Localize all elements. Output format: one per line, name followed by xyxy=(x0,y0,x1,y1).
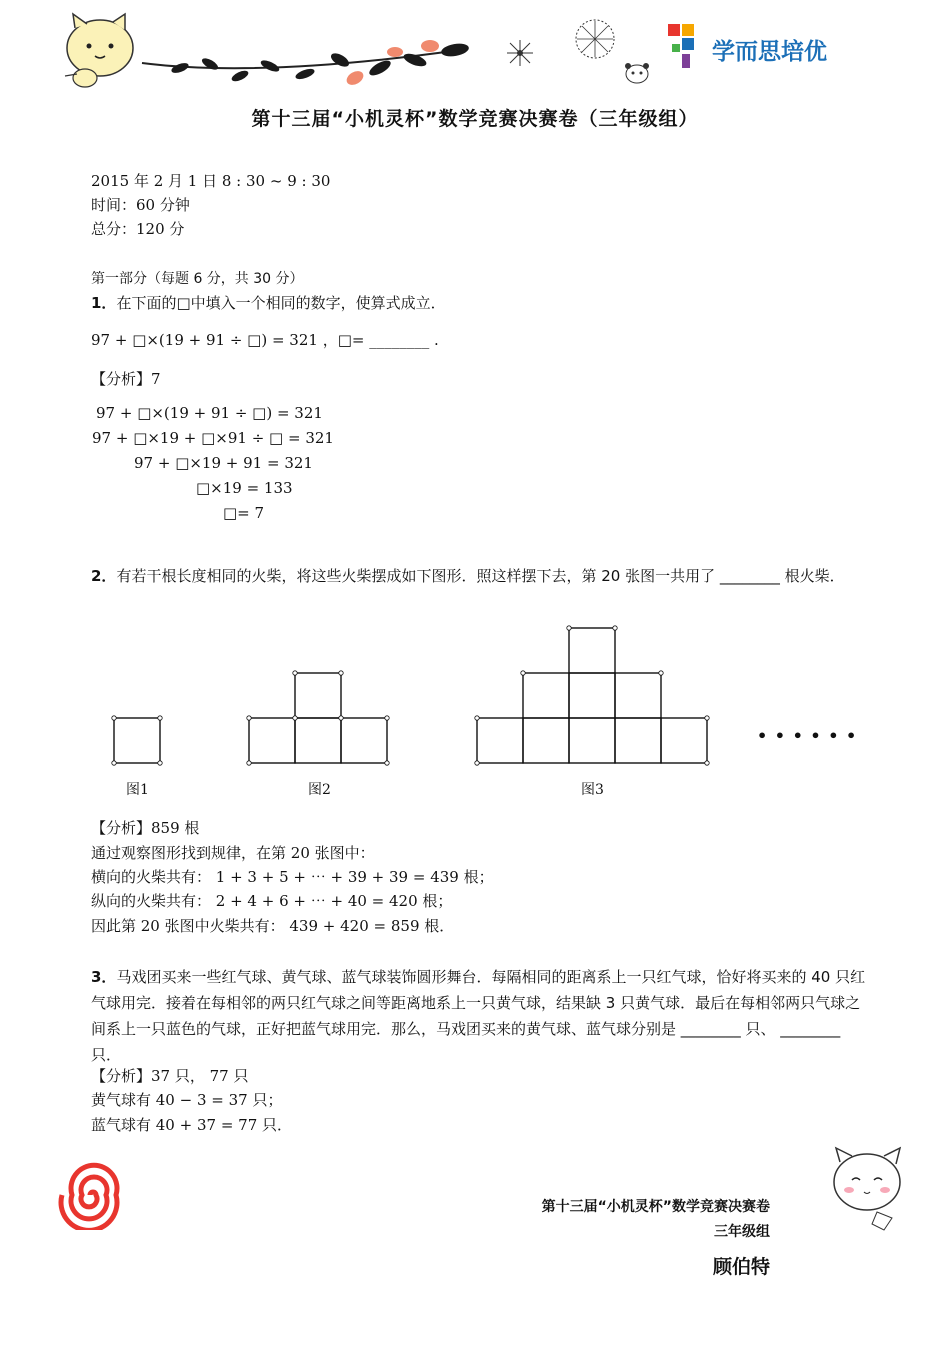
leaf-vine-decoration xyxy=(140,38,480,88)
q2-line: 因此第 20 张图中火柴共有： 439 + 420 = 859 根． xyxy=(91,917,455,935)
q2-line: 纵向的火柴共有： 2 + 4 + 6 + ⋯ + 40 = 420 根； xyxy=(91,892,453,910)
footer-title: 第十三届“小机灵杯”数学竞赛决赛卷 xyxy=(541,1199,770,1215)
fig3-square xyxy=(523,718,569,763)
fig3-label: 图3 xyxy=(581,782,604,798)
dandelion-icon xyxy=(505,38,535,68)
exam-score: 总分：120 分 xyxy=(91,220,185,238)
q1-step: □= 7 xyxy=(223,504,265,522)
fig3-square xyxy=(661,718,707,763)
q3-analysis: 【分析】37 只， 77 只 xyxy=(91,1067,249,1085)
q3-line: 黄气球有 40 − 3 = 37 只； xyxy=(91,1091,283,1109)
dandelion-icon xyxy=(572,16,618,62)
part1-heading: 第一部分（每题 6 分，共 30 分） xyxy=(91,271,304,287)
fig3-square xyxy=(569,718,615,763)
q3-line: 蓝气球有 40 + 37 = 77 只． xyxy=(91,1116,293,1134)
q3-number: 3． xyxy=(91,968,117,986)
fig3-square xyxy=(523,673,569,718)
fig2-square xyxy=(249,718,295,763)
fig3-square xyxy=(569,673,615,718)
fig3-square xyxy=(569,628,615,673)
red-spiral-icon xyxy=(50,1160,130,1230)
footer-grade: 三年级组 xyxy=(714,1224,770,1240)
q2-line: 通过观察图形找到规律，在第 20 张图中： xyxy=(91,844,375,862)
fig2-square xyxy=(341,718,387,763)
fig3-square xyxy=(615,673,661,718)
exam-time: 时间：60 分钟 xyxy=(91,196,190,214)
q1-equation: 97 + □×(19 + 91 ÷ □) = 321 ，□= ________ . xyxy=(91,331,439,349)
q1-step: □×19 = 133 xyxy=(196,479,293,497)
q2-line: 横向的火柴共有： 1 + 3 + 5 + ⋯ + 39 + 39 = 439 根； xyxy=(91,868,494,886)
cartoon-cat-icon xyxy=(822,1140,922,1240)
fig2-square xyxy=(295,673,341,718)
page-title: 第十三届“小机灵杯”数学竞赛决赛卷（三年级组） xyxy=(251,108,699,130)
fig1-label: 图1 xyxy=(126,782,149,798)
q3-text: 马戏团买来一些红气球、黄气球、蓝气球装饰圆形舞台．每隔相同的距离系上一只红气球，恰好将买来的 40 只红气球用完．接着在每相邻的两只红气球之间等距离地系上一只黄气球，结果缺 3 只黄气球．最后在每相邻两只气球之间系上一只蓝色的气球，正好把蓝气球用完．那么，马戏团买来的黄气球、蓝气球分别是 ________ 只、 ________ 只． xyxy=(91,968,866,1064)
q1-step: 97 + □×19 + 91 = 321 xyxy=(134,454,313,472)
ellipsis: • • • • • • xyxy=(757,726,858,745)
fig1-square xyxy=(114,718,160,763)
q1-text: 在下面的□中填入一个相同的数字，使算式成立． xyxy=(116,294,446,312)
q2-number: 2． xyxy=(91,567,117,585)
brand-logo-icon xyxy=(668,24,708,74)
exam-date: 2015 年 2 月 1 日 8 : 30 ~ 9 : 30 xyxy=(91,172,331,190)
brand-name: 学而思培优 xyxy=(712,39,827,65)
q2-analysis: 【分析】859 根 xyxy=(91,819,200,837)
fig2-label: 图2 xyxy=(308,782,331,798)
fig3-square xyxy=(615,718,661,763)
q1-number: 1． xyxy=(91,294,117,312)
footer-author: 顾伯特 xyxy=(712,1256,770,1278)
q2-text: 有若干根长度相同的火柴，将这些火柴摆成如下图形．照这样摆下去，第 20 张图一共用了 ________ 根火柴． xyxy=(116,567,845,585)
q1-step: 97 + □×19 + □×91 ÷ □ = 321 xyxy=(92,429,334,447)
matchstick-figures xyxy=(100,620,840,775)
q1-analysis: 【分析】7 xyxy=(91,370,161,388)
q1-step: 97 + □×(19 + 91 ÷ □) = 321 xyxy=(96,404,323,422)
fig2-square xyxy=(295,718,341,763)
panda-icon xyxy=(620,60,654,86)
fig3-square xyxy=(477,718,523,763)
